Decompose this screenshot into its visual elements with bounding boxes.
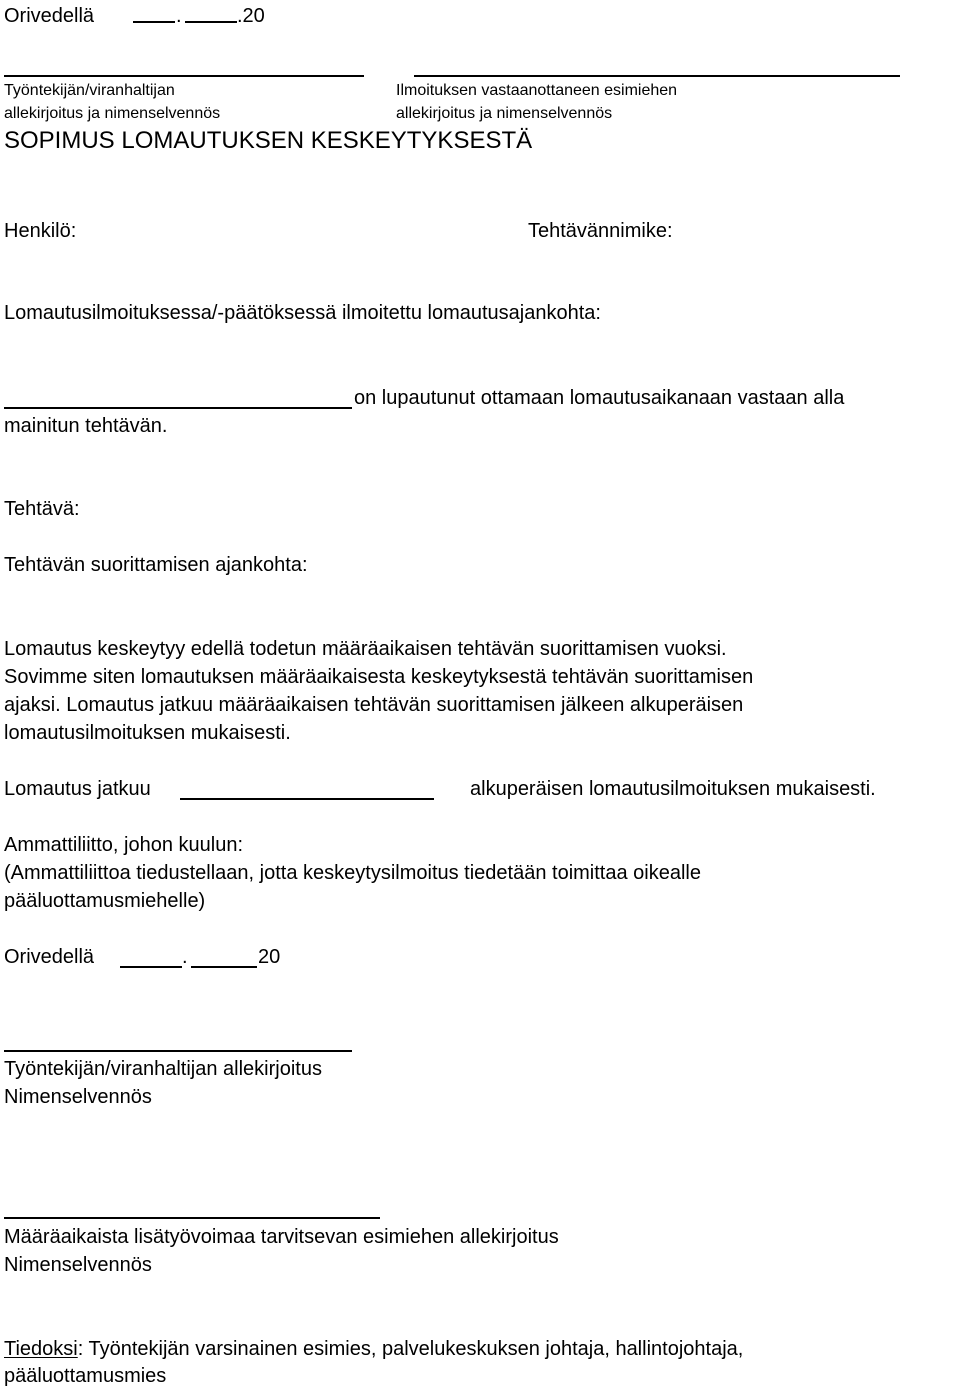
union-note: (Ammattiliittoa tiedustellaan, jotta keskeytysilmoitus tiedetään toimittaa oikealle [4, 862, 701, 884]
paragraph-line: Lomautus keskeytyy edellä todetun määräaikaisen tehtävän suorittamisen vuoksi. [4, 638, 727, 660]
top-date-place: Orivedellä [4, 5, 95, 27]
paragraph-line: lomautusilmoituksen mukaisesti. [4, 722, 291, 744]
employee-signature-caption: Työntekijän/viranhaltijan allekirjoitus [4, 1058, 322, 1080]
job-title-label: Tehtävännimike: [528, 220, 673, 242]
employee-signature-line-top[interactable] [4, 75, 364, 77]
supervisor-signature-caption: Määräaikaista lisätyövoimaa tarvitsevan esimiehen allekirjoitus [4, 1226, 559, 1248]
continues-end-text: alkuperäisen lomautusilmoituksen mukaisesti. [470, 778, 876, 800]
supervisor-signature-line[interactable] [4, 1217, 380, 1219]
copies-to-label: Tiedoksi [4, 1338, 78, 1360]
paragraph-line: Sovimme siten lomautuksen määräaikaisesta keskeytyksestä tehtävän suorittamisen [4, 666, 754, 688]
union-label: Ammattiliitto, johon kuulun: [4, 834, 244, 856]
continues-date-blank[interactable] [180, 798, 434, 800]
union-note-cont: pääluottamusmiehelle) [4, 890, 206, 912]
bottom-date-dot: . [182, 946, 188, 968]
person-label: Henkilö: [4, 220, 77, 242]
bottom-date-day-blank[interactable] [120, 966, 182, 968]
supervisor-name-caption: Nimenselvennös [4, 1254, 152, 1276]
employee-signature-line[interactable] [4, 1050, 352, 1052]
employee-name-blank[interactable] [4, 407, 352, 409]
employee-signature-label: Työntekijän/viranhaltijan [4, 82, 175, 99]
agreement-text-cont: mainitun tehtävän. [4, 415, 168, 437]
top-date-year: .20 [237, 5, 265, 27]
bottom-date-month-blank[interactable] [191, 966, 257, 968]
task-timing-label: Tehtävän suorittamisen ajankohta: [4, 554, 308, 576]
continues-label: Lomautus jatkuu [4, 778, 151, 800]
copies-to-recipients-cont: pääluottamusmies [4, 1365, 167, 1387]
agreement-text: on lupautunut ottamaan lomautusaikanaan vastaan alla [354, 387, 845, 409]
supervisor-signature-label: Ilmoituksen vastaanottaneen esimiehen [396, 82, 678, 99]
layoff-timing-label: Lomautusilmoituksessa/-päätöksessä ilmoitettu lomautusajankohta: [4, 302, 601, 324]
top-date-dot: . [176, 5, 182, 27]
top-date-day-blank[interactable] [133, 21, 175, 23]
bottom-date-year: 20 [258, 946, 281, 968]
employee-name-caption: Nimenselvennös [4, 1086, 152, 1108]
bottom-date-place: Orivedellä [4, 946, 95, 968]
paragraph-line: ajaksi. Lomautus jatkuu määräaikaisen tehtävän suorittamisen jälkeen alkuperäisen [4, 694, 744, 716]
document-title: SOPIMUS LOMAUTUKSEN KESKEYTYKSESTÄ [4, 127, 533, 154]
top-date-month-blank[interactable] [185, 21, 237, 23]
copies-to-recipients: : Työntekijän varsinainen esimies, palvelukeskuksen johtaja, hallintojohtaja, [77, 1338, 744, 1360]
task-label: Tehtävä: [4, 498, 80, 520]
employee-signature-sublabel: allekirjoitus ja nimenselvennös [4, 105, 221, 122]
supervisor-signature-line-top[interactable] [414, 75, 900, 77]
supervisor-signature-sublabel: allekirjoitus ja nimenselvennös [396, 105, 613, 122]
